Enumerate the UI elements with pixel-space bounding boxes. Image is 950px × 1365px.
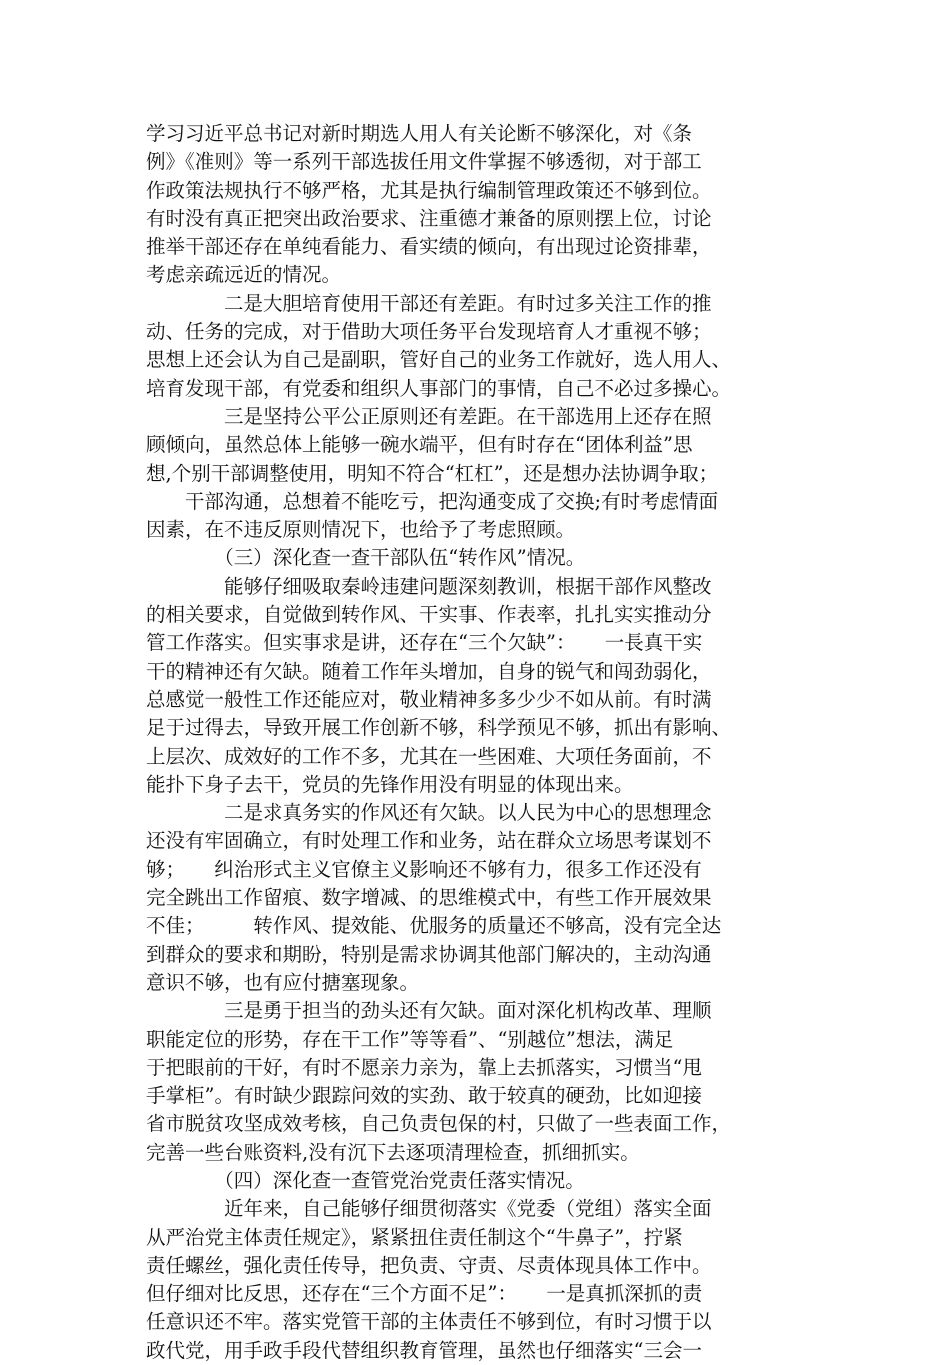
text-line: 于把眼前的干好，有时不愿亲力亲为，靠上去抓落实，习惯当“甩 bbox=[146, 1055, 702, 1079]
text-line: 三是坚持公平公正原则还有差距。在干部选用上还存在照 bbox=[146, 404, 712, 428]
text-line: 考虑亲疏远近的情况。 bbox=[146, 263, 342, 287]
text-line: 政代党，用手政手段代替组织教育管理，虽然也仔细落实“三会一 bbox=[146, 1338, 702, 1362]
text-line: 近年来，自己能够仔细贯彻落实《党委（党组）落实全面 bbox=[146, 1197, 712, 1221]
text-line: （四）深化查一查管党治党责任落实情况。 bbox=[146, 1168, 585, 1192]
text-line: 任意识还不牢。落实党管干部的主体责任不够到位，有时习惯于以 bbox=[146, 1310, 712, 1334]
text-line: 作政策法规执行不够严格，尤其是执行编制管理政策还不够到位。 bbox=[146, 178, 712, 202]
text-line: 够； 纠治形式主义官僚主义影响还不够有力，很多工作还没有 bbox=[146, 857, 702, 881]
text-line: 干部沟通，总想着不能吃亏，把沟通变成了交换;有时考虑情面 bbox=[146, 489, 719, 513]
text-line: 省市脱贫攻坚成效考核，自己负责包保的村，只做了一些表面工作， bbox=[146, 1112, 732, 1136]
text-line: 但仔细对比反思，还存在“三个方面不足”： 一是真抓深抓的责 bbox=[146, 1282, 703, 1306]
text-line: 三是勇于担当的劲头还有欠缺。面对深化机构改革、理顺 bbox=[146, 999, 712, 1023]
document-body bbox=[146, 120, 816, 1365]
text-line: 思想上还会认为自己是副职，管好自己的业务工作就好，选人用人、 bbox=[146, 348, 732, 372]
text-line: 手掌柜”。有时缺少跟踪问效的实劲、敢于较真的硬劲，比如迎接 bbox=[146, 1084, 702, 1108]
text-line: 二是大胆培育使用干部还有差距。有时过多关注工作的推 bbox=[146, 291, 712, 315]
text-line: 推举干部还存在单纯看能力、看实绩的倾向，有出现过论资排辈， bbox=[146, 235, 712, 259]
text-line: 顾倾向，虽然总体上能够一碗水端平，但有时存在“团体利益”思 bbox=[146, 433, 693, 457]
text-line: 有时没有真正把突出政治要求、注重德才兼备的原则摆上位，讨论 bbox=[146, 206, 712, 230]
text-line: 意识不够，也有应付搪塞现象。 bbox=[146, 970, 420, 994]
text-line: 的相关要求，自觉做到转作风、干实事、作表率，扎扎实实推动分 bbox=[146, 603, 712, 627]
text-line: 培育发现干部，有党委和组织人事部门的事情，自己不必过多操心。 bbox=[146, 376, 732, 400]
text-line: 总感觉一般性工作还能应对，敬业精神多多少少不如从前。有时满 bbox=[146, 687, 712, 711]
text-line: 还没有牢固确立，有时处理工作和业务，站在群众立场思考谋划不 bbox=[146, 829, 712, 853]
text-line: 例》《准则》等一系列干部选拔任用文件掌握不够透彻，对于部工 bbox=[146, 150, 702, 174]
text-line: 能够仔细吸取秦岭违建问题深刻教训，根据干部作风整改 bbox=[146, 574, 712, 598]
text-line: （三）深化查一查干部队伍“转作风”情况。 bbox=[146, 546, 586, 570]
text-line: 能扑下身子去干，党员的先锋作用没有明显的体现出来。 bbox=[146, 772, 634, 796]
text-line: 学习习近平总书记对新时期选人用人有关论断不够深化，对《条 bbox=[146, 122, 693, 145]
text-line: 完全跳出工作留痕、数字增减、的思维模式中，有些工作开展效果 bbox=[146, 886, 712, 910]
text-line: 管工作落实。但实事求是讲，还存在“三个欠缺”： 一長真干实 bbox=[146, 631, 703, 655]
text-line: 到群众的要求和期盼，特别是需求协调其他部门解决的，主动沟通 bbox=[146, 942, 712, 966]
text-line: 想,个别干部调整使用，明知不符合“杠杠”，还是想办法协调争取； bbox=[146, 461, 719, 485]
text-line: 职能定位的形势，存在干工作”等等看”、“别越位”想法，满足 bbox=[146, 1027, 674, 1051]
text-line: 动、任务的完成，对于借助大项任务平台发现培育人才重视不够； bbox=[146, 320, 712, 344]
text-line: 二是求真务实的作风还有欠缺。以人民为中心的思想理念 bbox=[146, 801, 712, 825]
text-line: 因素，在不违反原则情况下，也给予了考虑照顾。 bbox=[146, 518, 576, 542]
text-line: 上层次、成效好的工作不多，尤其在一些困难、大项任务面前，不 bbox=[146, 744, 712, 768]
text-line: 责任螺丝，强化责任传导，把负责、守责、尽责体现具体工作中。 bbox=[146, 1253, 712, 1277]
text-line: 完善一些台账资料,没有沉下去逐项清理检查，抓细抓实。 bbox=[146, 1140, 640, 1164]
text-line: 从严治党主体责任规定》，紧紧扭住责任制这个“牛鼻子”，拧紧 bbox=[146, 1225, 683, 1249]
text-line: 足于过得去，导致开展工作创新不够，科学预见不够，抓出有影响、 bbox=[146, 716, 732, 740]
text-line: 干的精神还有欠缺。随着工作年头增加，自身的锐气和闯劲弱化， bbox=[146, 659, 712, 683]
text-line: 不佳； 转作风、提效能、优服务的质量还不够高，没有完全达 bbox=[146, 914, 722, 938]
